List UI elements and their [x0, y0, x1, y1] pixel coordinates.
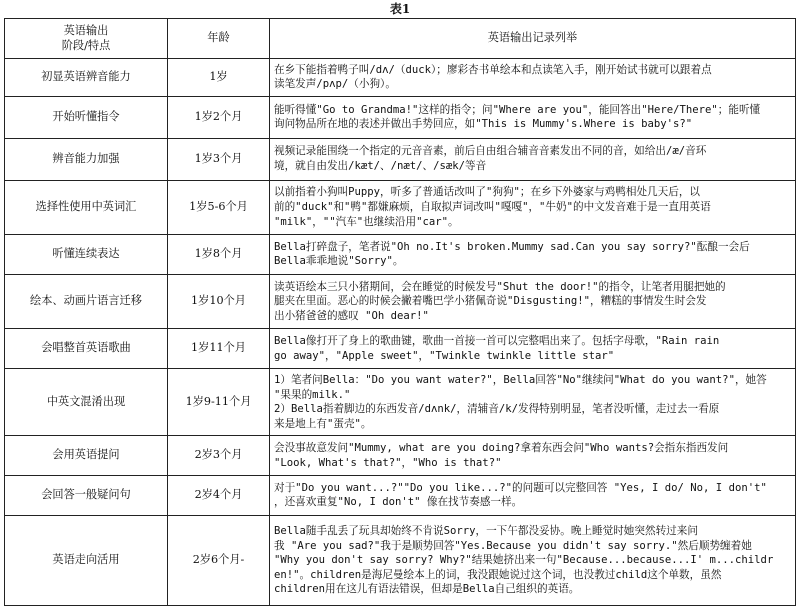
record-cell: [270, 180, 796, 234]
record-cell: [270, 274, 796, 328]
record-cell: [270, 329, 796, 369]
record-line: 会没事故意发问"Mummy, what are you doing?拿着东西会问"Who wants?会指东指西发问: [274, 442, 729, 454]
record-line: 1）笔者问Bella："Do you want water?"，Bella回答"No"继续问"What do you want?"，她答: [274, 373, 767, 386]
table-row: [5, 329, 796, 369]
stage-cell: 开始听懂指令: [5, 96, 168, 138]
record-cell: [270, 96, 796, 138]
table-row: [5, 436, 796, 476]
age-cell: 1岁11个月: [168, 329, 270, 369]
stage-cell: 辨音能力加强: [5, 138, 168, 180]
age-cell: 1岁5-6个月: [168, 180, 270, 234]
stage-cell: 选择性使用中英词汇: [5, 180, 168, 234]
age-cell: 2岁3个月: [168, 436, 270, 476]
record-line: Bella打碎盘子，笔者说"Oh no.It's broken.Mummy sad.Can you say sorry?"酝酿一会后: [274, 240, 750, 253]
record-line: 我 "Are you sad?"我于是顺势回答"Yes.Because you didn't say sorry."然后顺势缠着她: [274, 539, 752, 552]
age-cell: 1岁10个月: [168, 274, 270, 328]
english-output-table: [4, 18, 796, 606]
record-line: "Look, What's that?"，"Who is that?": [274, 456, 502, 469]
record-line: 读英语绘本三只小猪期间，会在睡觉的时候发号"Shut the door!"的指令，让笔者用腿把她的: [274, 280, 726, 293]
table-row: [5, 180, 796, 234]
record-line: 读笔发声/pʌp/（小狗）。: [274, 78, 396, 91]
age-cell: 2岁4个月: [168, 476, 270, 516]
record-cell: [270, 138, 796, 180]
stage-cell: 会回答一般疑问句: [5, 476, 168, 516]
record-line: go away"，"Apple sweet"，"Twinkle twinkle little star": [274, 349, 615, 362]
table-row: [5, 59, 796, 97]
record-line: "Why you don't say sorry? Why?"结果她挤出来一句"Because...because...I' m...childr: [274, 554, 774, 567]
stage-cell: 绘本、动画片语言迁移: [5, 274, 168, 328]
table-row: [5, 96, 796, 138]
header-record: 英语输出记录列举: [270, 19, 796, 59]
age-cell: 2岁6个月-: [168, 515, 270, 605]
record-line: children用在这儿有语法错误，但却是Bella自己组织的英语。: [274, 583, 580, 596]
stage-cell: 会用英语提问: [5, 436, 168, 476]
table-row: [5, 515, 796, 605]
header-stage-line1: 英语输出: [63, 23, 109, 37]
table-row: [5, 138, 796, 180]
record-line: 腿夹在里面。恶心的时候会撇着嘴巴学小猪佩奇说"Disgusting!"，糟糕的事情发生时会发: [274, 295, 707, 308]
record-line: 以前指着小狗叫Puppy，听多了普通话改叫了"狗狗"；在乡下外婆家与鸡鸭相处几天后，以: [274, 186, 701, 199]
record-line: Bella像打开了身上的歌曲键，歌曲一首接一首可以完整唱出来了。包括字母歌，"Rain rain: [274, 335, 720, 348]
record-line: 2）Bella指着脚边的东西发音/dʌnk/，清辅音/k/发得特别明显，笔者没听懂，走过去一看原: [274, 403, 720, 416]
header-age: 年龄: [168, 19, 270, 59]
record-line: en!"。children是海尼曼绘本上的词，我没跟她说过这个词，也没教过child这个单数，虽然: [274, 568, 722, 581]
table-row: [5, 476, 796, 516]
table-row: [5, 369, 796, 436]
record-line: ，还喜欢重复"No, I don't" 像在找节奏感一样。: [274, 496, 523, 509]
record-cell: [270, 476, 796, 516]
record-line: Bella随手乱丢了玩具却始终不肯说Sorry，一下午都没妥协。晚上睡觉时她突然转过来问: [274, 524, 698, 537]
stage-cell: 会唱整首英语歌曲: [5, 329, 168, 369]
table-row: [5, 235, 796, 275]
stage-cell: 初显英语辨音能力: [5, 59, 168, 97]
record-line: 在乡下能指着鸭子叫/dʌ/（duck）；廖彩杏书单绘本和点读笔入手，刚开始试书就可以跟着点: [274, 63, 712, 76]
record-line: Bella乖乖地说"Sorry"。: [274, 255, 404, 268]
record-cell: [270, 436, 796, 476]
record-cell: [270, 235, 796, 275]
stage-cell: 听懂连续表达: [5, 235, 168, 275]
header-stage: [5, 19, 168, 59]
record-cell: [270, 369, 796, 436]
header-stage-line2: 阶段/特点: [61, 38, 111, 52]
age-cell: 1岁: [168, 59, 270, 97]
age-cell: 1岁2个月: [168, 96, 270, 138]
record-line: 前的"duck"和"鸭"都嫌麻烦，自取拟声词改叫"嘎嘎"，"牛奶"的中文发音难于是一直用英语: [274, 200, 711, 213]
age-cell: 1岁9-11个月: [168, 369, 270, 436]
age-cell: 1岁3个月: [168, 138, 270, 180]
stage-cell: 英语走向活用: [5, 515, 168, 605]
record-line: 视频记录能围绕一个指定的元音音素，前后自由组合辅音音素发出不同的音，如给出/æ/音环: [274, 145, 707, 158]
table-body: [5, 59, 796, 606]
record-line: 境，就自由发出/kæt/、/næt/、/sæk/等音: [274, 160, 487, 173]
record-line: 来是地上有"蛋壳"。: [274, 417, 372, 430]
record-line: 出小猪爸爸的感叹 "Oh dear!": [274, 309, 429, 322]
record-line: "果果的milk.": [274, 388, 351, 401]
record-line: "milk"，""汽车"也继续沿用"car"。: [274, 215, 459, 228]
table-row: [5, 274, 796, 328]
age-cell: 1岁8个月: [168, 235, 270, 275]
record-line: 询问物品所在地的表述并做出手势回应，如"This is Mummy's.Where is baby's?": [274, 118, 693, 131]
record-line: 能听得懂"Go to Grandma!"这样的指令；问"Where are you"，能回答出"Here/There"；能听懂: [274, 103, 761, 116]
record-cell: [270, 515, 796, 605]
record-line: 对于"Do you want...?""Do you like...?"的问题可以完整回答 "Yes, I do/ No, I don't": [274, 481, 767, 494]
stage-cell: 中英文混淆出现: [5, 369, 168, 436]
table-header-row: [5, 19, 796, 59]
table-caption: 表1: [389, 2, 411, 16]
record-cell: [270, 59, 796, 97]
